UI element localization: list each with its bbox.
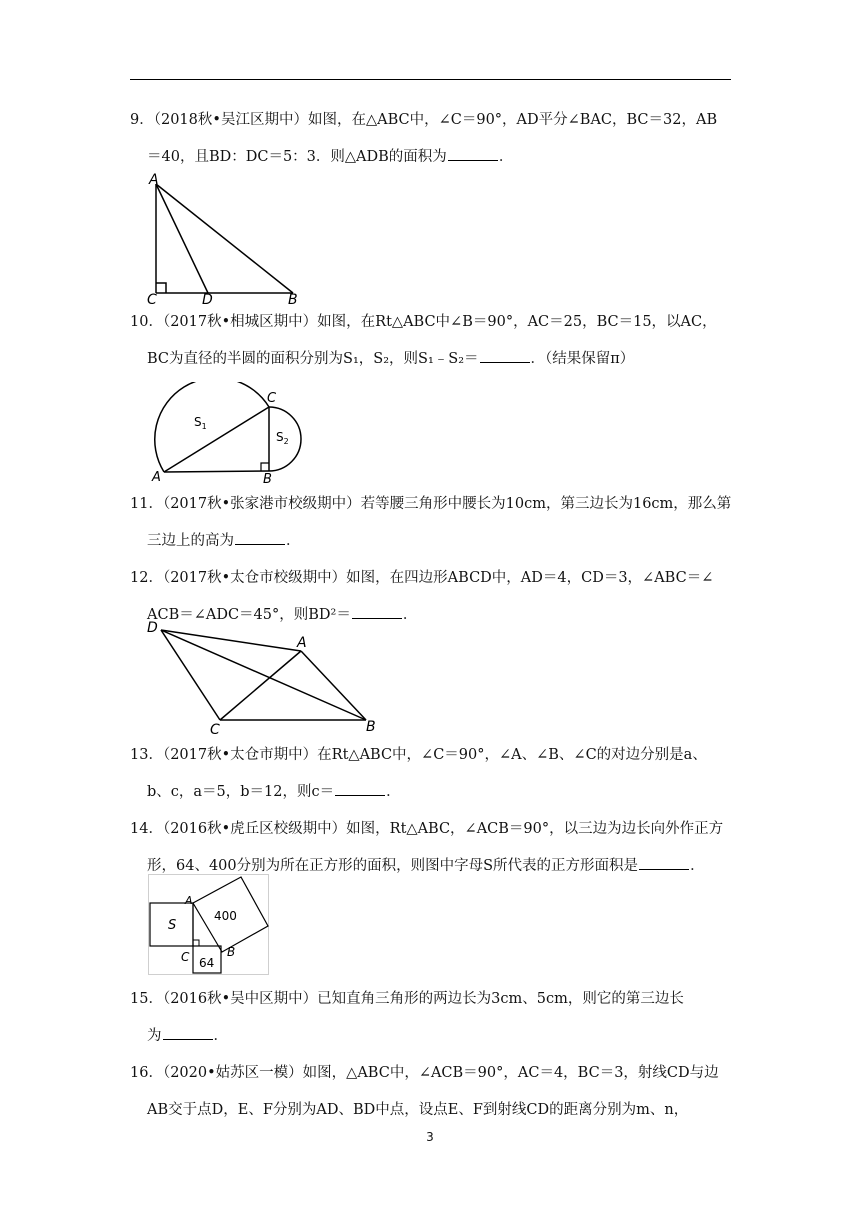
label-d: D bbox=[147, 620, 158, 636]
label-b: B bbox=[263, 472, 272, 484]
label-c: C bbox=[267, 391, 277, 406]
label-a: A bbox=[297, 635, 307, 651]
header-rule bbox=[130, 79, 731, 80]
figure-q12 bbox=[144, 618, 384, 736]
answer-blank[interactable] bbox=[352, 604, 402, 619]
answer-blank[interactable] bbox=[235, 530, 285, 545]
label-b: B bbox=[366, 719, 376, 735]
question-13: 13．（2017秋•太仓市期中）在Rt△ABC中，∠C＝90°，∠A、∠B、∠C的对边分别是a、 b、c，a＝5，b＝12，则c＝ ． bbox=[130, 747, 707, 800]
answer-blank[interactable] bbox=[480, 348, 530, 363]
question-10: 10．（2017秋•相城区期中）如图，在Rt△ABC中∠B＝90°，AC＝25，BC＝15，以AC， BC为直径的半圆的面积分别为S₁，S₂，则S₁﹣S₂＝ ．（结果保留π） bbox=[130, 314, 717, 367]
label-b: B bbox=[227, 945, 236, 959]
label-a: A bbox=[149, 172, 159, 188]
answer-blank[interactable] bbox=[639, 855, 689, 870]
question-16: 16．（2020•姑苏区一模）如图，△ABC中，∠ACB＝90°，AC＝4，BC＝3，射线CD与边 AB交于点D，E、F分别为AD、BD中点，设点E、F到射线CD的距离分别为m、n， bbox=[130, 1065, 719, 1118]
answer-blank[interactable] bbox=[163, 1025, 213, 1040]
label-b: B bbox=[288, 292, 298, 305]
question-11: 11．（2017秋•张家港市校级期中）若等腰三角形中腰长为10cm，第三边长为16cm，那么第 三边上的高为 ． bbox=[130, 496, 732, 549]
label-c: C bbox=[210, 722, 220, 736]
label-a: A bbox=[152, 470, 161, 484]
label-c: C bbox=[147, 292, 157, 305]
label-s2: $S_2$ bbox=[276, 430, 289, 446]
figure-q9 bbox=[140, 170, 310, 305]
figure-q14 bbox=[148, 874, 270, 976]
label-s1: $S_1$ bbox=[194, 415, 207, 431]
answer-blank[interactable] bbox=[335, 781, 385, 796]
label-s: S bbox=[168, 918, 177, 933]
label-d: D bbox=[202, 292, 213, 305]
answer-blank[interactable] bbox=[448, 146, 498, 161]
figure-q10 bbox=[148, 382, 313, 484]
label-a: A bbox=[185, 894, 193, 907]
question-9: 9．（2018秋•吴江区期中）如图，在△ABC中，∠C＝90°，AD平分∠BAC，BC＝32，AB ＝40，且BD：DC＝5：3．则△ADB的面积为 ． bbox=[130, 112, 718, 165]
question-15: 15．（2016秋•吴中区期中）已知直角三角形的两边长为3cm、5cm，则它的第三边长 为 ． bbox=[130, 991, 684, 1044]
page-number: 3 bbox=[426, 1130, 434, 1144]
label-64: 64 bbox=[199, 956, 215, 970]
question-12: 12．（2017秋•太仓市校级期中）如图，在四边形ABCD中，AD＝4，CD＝3，∠ABC＝∠ ACB＝∠ADC＝45°，则BD²＝ ． bbox=[130, 570, 714, 623]
question-14: 14．（2016秋•虎丘区校级期中）如图，Rt△ABC，∠ACB＝90°，以三边为边长向外作正方 形，64、400分别为所在正方形的面积，则图中字母S所代表的正方形面积是 ． bbox=[130, 821, 724, 874]
label-c: C bbox=[181, 950, 190, 964]
label-400: 400 bbox=[214, 909, 237, 923]
